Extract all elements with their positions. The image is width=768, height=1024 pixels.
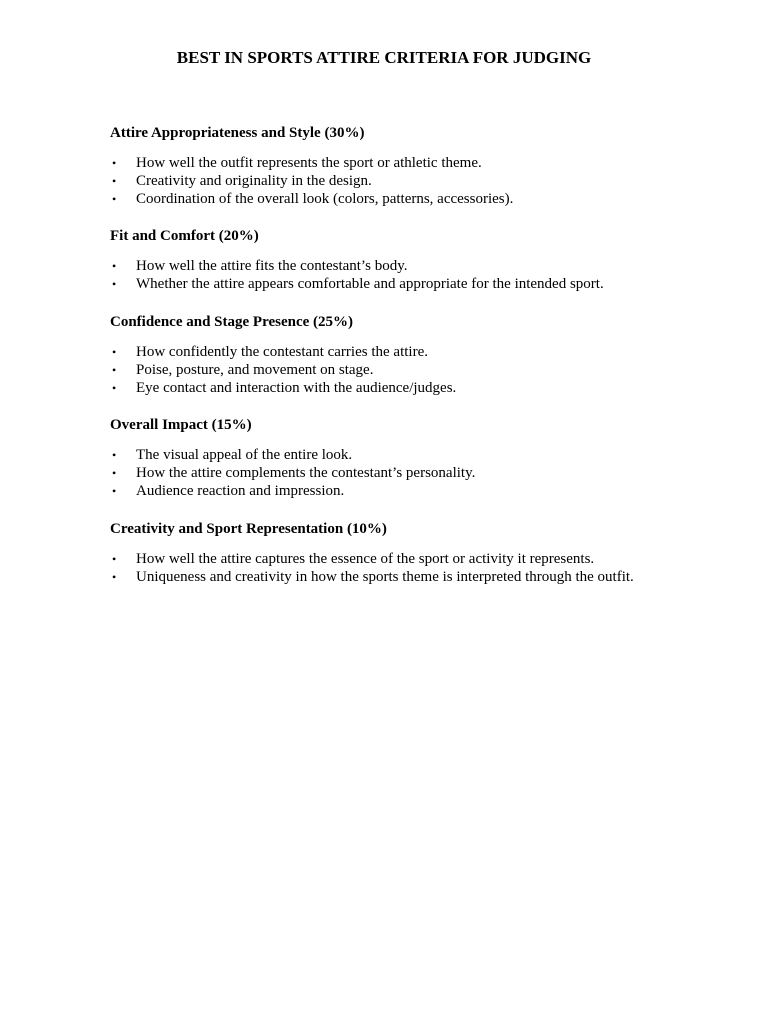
bullet-icon: •: [112, 466, 117, 481]
section-heading: Creativity and Sport Representation (10%): [110, 520, 387, 537]
bullet-icon: •: [112, 380, 117, 395]
list-item-text: Poise, posture, and movement on stage.: [136, 361, 374, 378]
bullet-icon: •: [112, 191, 117, 206]
bullet-icon: •: [112, 569, 117, 584]
section-heading: Overall Impact (15%): [110, 417, 252, 434]
list-item: [110, 173, 768, 191]
list-item-text: Eye contact and interaction with the audience/judges.: [136, 379, 457, 396]
document-title: BEST IN SPORTS ATTIRE CRITERIA FOR JUDGING: [176, 48, 592, 67]
list-item: [110, 569, 768, 587]
list-item-text: The visual appeal of the entire look.: [136, 447, 353, 464]
list-item: [110, 276, 768, 294]
list-item-text: How confidently the contestant carries the attire.: [136, 343, 428, 360]
bullet-icon: •: [112, 156, 117, 170]
bullet-icon: •: [112, 483, 117, 498]
section-heading: Confidence and Stage Presence (25%): [110, 313, 354, 330]
list-item: [110, 380, 768, 398]
bullet-list: [110, 344, 768, 397]
list-item: [110, 483, 768, 501]
section-heading: Attire Appropriateness and Style (30%): [110, 125, 365, 141]
bullet-list: [110, 447, 768, 500]
bullet-icon: •: [112, 448, 117, 463]
list-item-text: How the attire complements the contestant’s personality.: [136, 465, 476, 482]
criteria-section-2: [110, 226, 768, 294]
list-item: [110, 465, 768, 483]
bullet-icon: •: [112, 344, 117, 359]
bullet-icon: •: [112, 551, 117, 566]
list-item: [110, 551, 768, 569]
list-item-text: Coordination of the overall look (colors, patterns, accessories).: [136, 190, 514, 207]
list-item-text: How well the outfit represents the sport or athletic theme.: [136, 155, 482, 171]
list-item: [110, 191, 768, 209]
bullet-icon: •: [112, 277, 117, 292]
list-item-text: Audience reaction and impression.: [136, 482, 345, 499]
bullet-list: [110, 551, 768, 587]
section-heading: Fit and Comfort (20%): [110, 228, 259, 245]
list-item: [110, 447, 768, 465]
criteria-section-4: [110, 415, 768, 500]
list-item: [110, 344, 768, 362]
list-item: [110, 362, 768, 380]
list-item-text: Creativity and originality in the design.: [136, 172, 372, 189]
bullet-icon: •: [112, 259, 117, 274]
list-item: [110, 155, 768, 173]
criteria-section-5: [110, 519, 768, 587]
bullet-icon: •: [112, 362, 117, 377]
criteria-section-1: [110, 123, 768, 208]
list-item: [110, 258, 768, 276]
criteria-section-3: [110, 312, 768, 397]
list-item-text: Whether the attire appears comfortable and appropriate for the intended sport.: [136, 276, 604, 293]
list-item-text: How well the attire captures the essence of the sport or activity it represents.: [136, 550, 595, 567]
list-item-text: How well the attire fits the contestant’s body.: [136, 258, 408, 275]
list-item-text: Uniqueness and creativity in how the sports theme is interpreted through the outfit.: [136, 568, 634, 585]
bullet-icon: •: [112, 173, 117, 188]
bullet-list: [110, 258, 768, 294]
bullet-list: [110, 155, 768, 208]
